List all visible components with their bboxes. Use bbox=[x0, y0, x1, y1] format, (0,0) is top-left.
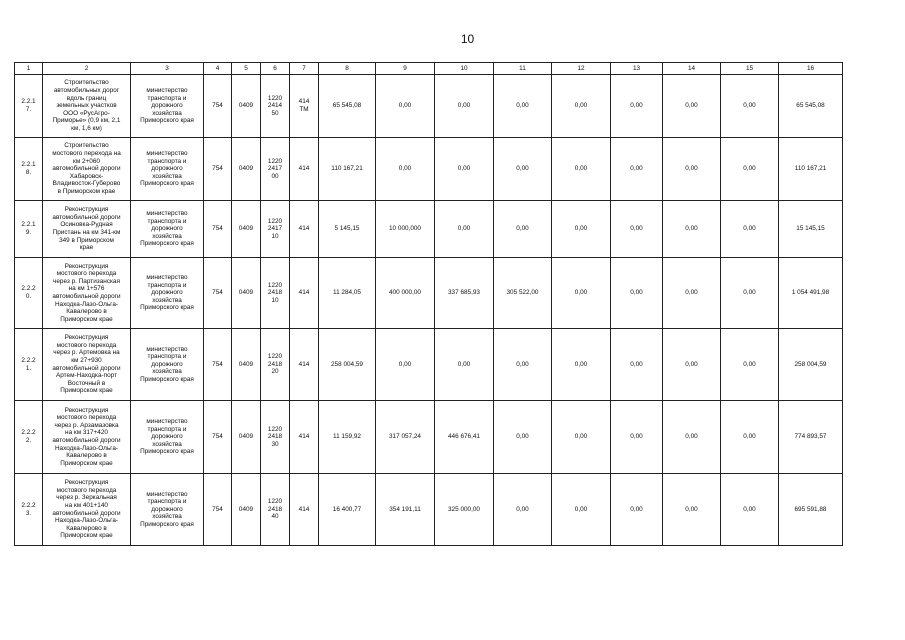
cell-amount-col-13: 0,00 bbox=[611, 258, 663, 329]
cell-section-code: 0409 bbox=[232, 138, 261, 201]
cell-amount-col-8: 11 284,05 bbox=[319, 258, 376, 329]
cell-amount-col-12: 0,00 bbox=[552, 474, 611, 546]
cell-section-code: 0409 bbox=[232, 329, 261, 401]
cell-amount-col-8: 110 167,21 bbox=[319, 138, 376, 201]
cell-object-name: Реконструкция мостового перехода через р. Партизанская на км 1+576 автомобильной дороги Находка-Лазо-Ольга- Кавалерово в Приморском крае bbox=[43, 258, 131, 329]
cell-amount-col-8: 11 159,92 bbox=[319, 401, 376, 474]
cell-object-name: Строительство мостового перехода на км 2+060 автомобильной дороги Хабаровск- Владивосток-Губерово в Приморском крае bbox=[43, 138, 131, 201]
cell-amount-total: 15 145,15 bbox=[779, 201, 843, 258]
cell-amount-col-14: 0,00 bbox=[663, 75, 721, 138]
cell-amount-col-15: 0,00 bbox=[721, 329, 779, 401]
cell-administrator: министерство транспорта и дорожного хозяйства Приморского края bbox=[131, 258, 204, 329]
header-cell-11: 11 bbox=[494, 63, 552, 75]
cell-amount-total: 1 054 491,98 bbox=[779, 258, 843, 329]
cell-object-name: Строительство автомобильных дорог вдоль границ земельных участков ООО «РусАгро- Приморье» (0,9 км, 2,1 км, 1,6 км) bbox=[43, 75, 131, 138]
cell-amount-col-13: 0,00 bbox=[611, 401, 663, 474]
cell-administrator: министерство транспорта и дорожного хозяйства Приморского края bbox=[131, 401, 204, 474]
cell-expense-type: 414 bbox=[290, 401, 319, 474]
cell-amount-col-13: 0,00 bbox=[611, 138, 663, 201]
cell-row-number: 2.2.2 1. bbox=[15, 329, 43, 401]
header-cell-10: 10 bbox=[435, 63, 494, 75]
cell-amount-col-15: 0,00 bbox=[721, 258, 779, 329]
cell-amount-col-10: 0,00 bbox=[435, 138, 494, 201]
cell-ministry-code: 754 bbox=[204, 401, 232, 474]
cell-ministry-code: 754 bbox=[204, 201, 232, 258]
cell-amount-col-8: 258 004,59 bbox=[319, 329, 376, 401]
table-row bbox=[15, 138, 843, 201]
cell-amount-col-12: 0,00 bbox=[552, 138, 611, 201]
table-body bbox=[15, 63, 843, 546]
cell-amount-col-11: 0,00 bbox=[494, 329, 552, 401]
cell-row-number: 2.2.2 0. bbox=[15, 258, 43, 329]
cell-amount-col-10: 0,00 bbox=[435, 329, 494, 401]
budget-table bbox=[14, 62, 843, 546]
header-cell-16: 16 bbox=[779, 63, 843, 75]
cell-row-number: 2.2.1 8. bbox=[15, 138, 43, 201]
table-row bbox=[15, 329, 843, 401]
cell-amount-col-8: 65 545,08 bbox=[319, 75, 376, 138]
cell-amount-total: 258 004,59 bbox=[779, 329, 843, 401]
cell-amount-col-8: 16 400,77 bbox=[319, 474, 376, 546]
cell-amount-col-15: 0,00 bbox=[721, 401, 779, 474]
cell-amount-col-9: 317 057,24 bbox=[376, 401, 435, 474]
cell-amount-col-11: 0,00 bbox=[494, 138, 552, 201]
cell-amount-col-15: 0,00 bbox=[721, 474, 779, 546]
cell-target-article: 1220 2417 00 bbox=[261, 138, 290, 201]
cell-object-name: Реконструкция автомобильной дороги Осиновка-Рудная Пристань на км 341-км 349 в Приморском крае bbox=[43, 201, 131, 258]
cell-target-article: 1220 2418 30 bbox=[261, 401, 290, 474]
cell-administrator: министерство транспорта и дорожного хозяйства Приморского края bbox=[131, 201, 204, 258]
table-header-row bbox=[15, 63, 843, 75]
cell-row-number: 2.2.1 9. bbox=[15, 201, 43, 258]
cell-amount-col-9: 0,00 bbox=[376, 75, 435, 138]
cell-amount-col-11: 0,00 bbox=[494, 75, 552, 138]
cell-ministry-code: 754 bbox=[204, 258, 232, 329]
header-cell-4: 4 bbox=[204, 63, 232, 75]
cell-section-code: 0409 bbox=[232, 201, 261, 258]
cell-administrator: министерство транспорта и дорожного хозяйства Приморского края bbox=[131, 329, 204, 401]
cell-section-code: 0409 bbox=[232, 474, 261, 546]
cell-amount-col-11: 0,00 bbox=[494, 401, 552, 474]
cell-amount-col-15: 0,00 bbox=[721, 201, 779, 258]
cell-amount-col-13: 0,00 bbox=[611, 201, 663, 258]
cell-amount-col-13: 0,00 bbox=[611, 329, 663, 401]
cell-amount-col-9: 354 191,11 bbox=[376, 474, 435, 546]
cell-section-code: 0409 bbox=[232, 258, 261, 329]
cell-amount-col-11: 0,00 bbox=[494, 201, 552, 258]
table-row bbox=[15, 201, 843, 258]
page-number: 10 bbox=[460, 32, 475, 46]
cell-amount-total: 110 167,21 bbox=[779, 138, 843, 201]
table-row bbox=[15, 75, 843, 138]
cell-amount-col-9: 0,00 bbox=[376, 329, 435, 401]
cell-target-article: 1220 2417 10 bbox=[261, 201, 290, 258]
cell-row-number: 2.2.2 2. bbox=[15, 401, 43, 474]
table-row bbox=[15, 401, 843, 474]
cell-amount-col-12: 0,00 bbox=[552, 401, 611, 474]
cell-expense-type: 414 bbox=[290, 201, 319, 258]
header-cell-7: 7 bbox=[290, 63, 319, 75]
cell-amount-col-11: 0,00 bbox=[494, 474, 552, 546]
cell-amount-col-14: 0,00 bbox=[663, 201, 721, 258]
cell-ministry-code: 754 bbox=[204, 75, 232, 138]
cell-object-name: Реконструкция мостового перехода через р. Арзамазовка на км 317+420 автомобильной дороги Находка-Лазо-Ольга- Кавалерово в Приморском крае bbox=[43, 401, 131, 474]
cell-target-article: 1220 2418 10 bbox=[261, 258, 290, 329]
cell-ministry-code: 754 bbox=[204, 474, 232, 546]
cell-amount-col-14: 0,00 bbox=[663, 329, 721, 401]
cell-amount-col-10: 325 000,00 bbox=[435, 474, 494, 546]
cell-section-code: 0409 bbox=[232, 75, 261, 138]
cell-amount-col-10: 0,00 bbox=[435, 75, 494, 138]
cell-amount-col-14: 0,00 bbox=[663, 138, 721, 201]
header-cell-5: 5 bbox=[232, 63, 261, 75]
cell-amount-col-14: 0,00 bbox=[663, 401, 721, 474]
cell-amount-col-13: 0,00 bbox=[611, 474, 663, 546]
cell-amount-col-13: 0,00 bbox=[611, 75, 663, 138]
cell-expense-type: 414 bbox=[290, 138, 319, 201]
header-cell-1: 1 bbox=[15, 63, 43, 75]
cell-amount-total: 695 591,88 bbox=[779, 474, 843, 546]
cell-administrator: министерство транспорта и дорожного хозяйства Приморского края bbox=[131, 75, 204, 138]
header-cell-3: 3 bbox=[131, 63, 204, 75]
cell-amount-total: 774 893,57 bbox=[779, 401, 843, 474]
cell-target-article: 1220 2414 50 bbox=[261, 75, 290, 138]
cell-row-number: 2.2.1 7. bbox=[15, 75, 43, 138]
cell-expense-type: 414 ТМ bbox=[290, 75, 319, 138]
cell-target-article: 1220 2418 20 bbox=[261, 329, 290, 401]
cell-target-article: 1220 2418 40 bbox=[261, 474, 290, 546]
cell-expense-type: 414 bbox=[290, 258, 319, 329]
cell-amount-col-11: 305 522,00 bbox=[494, 258, 552, 329]
header-cell-14: 14 bbox=[663, 63, 721, 75]
cell-amount-col-10: 0,00 bbox=[435, 201, 494, 258]
header-cell-2: 2 bbox=[43, 63, 131, 75]
cell-amount-col-12: 0,00 bbox=[552, 329, 611, 401]
cell-amount-col-8: 5 145,15 bbox=[319, 201, 376, 258]
cell-amount-col-12: 0,00 bbox=[552, 258, 611, 329]
cell-amount-col-12: 0,00 bbox=[552, 75, 611, 138]
cell-amount-total: 65 545,08 bbox=[779, 75, 843, 138]
cell-amount-col-14: 0,00 bbox=[663, 474, 721, 546]
cell-ministry-code: 754 bbox=[204, 138, 232, 201]
table-row bbox=[15, 474, 843, 546]
cell-section-code: 0409 bbox=[232, 401, 261, 474]
header-cell-8: 8 bbox=[319, 63, 376, 75]
cell-amount-col-9: 400 000,00 bbox=[376, 258, 435, 329]
cell-object-name: Реконструкция мостового перехода через р. Артемовка на км 27+930 автомобильной дороги Артем-Находка-порт Восточный в Приморском крае bbox=[43, 329, 131, 401]
cell-amount-col-12: 0,00 bbox=[552, 201, 611, 258]
cell-amount-col-9: 10 000,000 bbox=[376, 201, 435, 258]
cell-object-name: Реконструкция мостового перехода через р. Зеркальная на км 401+140 автомобильной дороги Находка-Лазо-Ольга- Кавалерово в Приморском крае bbox=[43, 474, 131, 546]
cell-amount-col-9: 0,00 bbox=[376, 138, 435, 201]
cell-amount-col-15: 0,00 bbox=[721, 138, 779, 201]
header-cell-15: 15 bbox=[721, 63, 779, 75]
cell-amount-col-15: 0,00 bbox=[721, 75, 779, 138]
cell-administrator: министерство транспорта и дорожного хозяйства Приморского края bbox=[131, 138, 204, 201]
header-cell-12: 12 bbox=[552, 63, 611, 75]
cell-amount-col-10: 446 676,41 bbox=[435, 401, 494, 474]
cell-administrator: министерство транспорта и дорожного хозяйства Приморского края bbox=[131, 474, 204, 546]
cell-row-number: 2.2.2 3. bbox=[15, 474, 43, 546]
cell-expense-type: 414 bbox=[290, 329, 319, 401]
cell-amount-col-10: 337 685,93 bbox=[435, 258, 494, 329]
table-row bbox=[15, 258, 843, 329]
header-cell-13: 13 bbox=[611, 63, 663, 75]
header-cell-9: 9 bbox=[376, 63, 435, 75]
header-cell-6: 6 bbox=[261, 63, 290, 75]
cell-amount-col-14: 0,00 bbox=[663, 258, 721, 329]
cell-expense-type: 414 bbox=[290, 474, 319, 546]
cell-ministry-code: 754 bbox=[204, 329, 232, 401]
